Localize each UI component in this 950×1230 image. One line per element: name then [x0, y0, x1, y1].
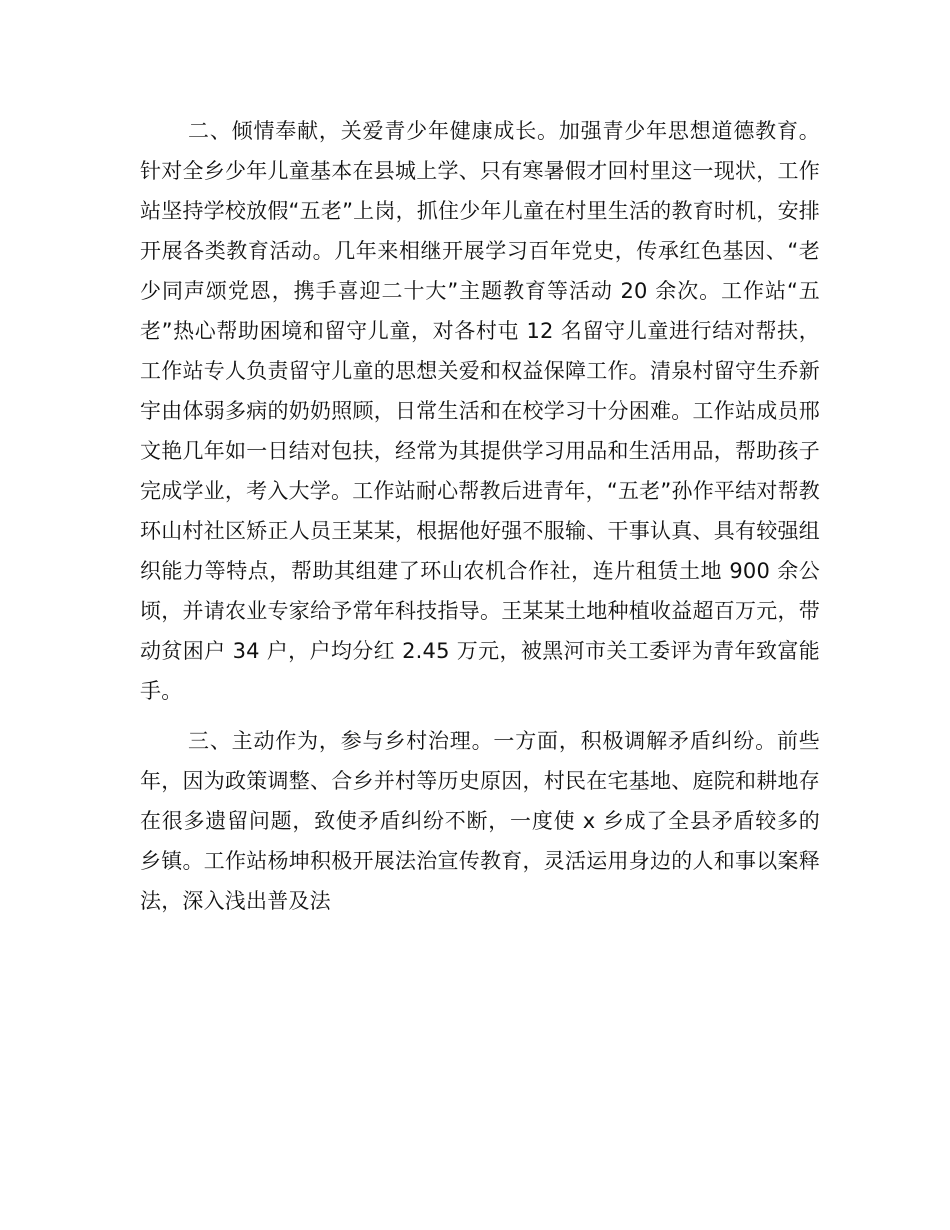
paragraph-rural-governance: 三、主动作为，参与乡村治理。一方面，积极调解矛盾纠纷。前些年，因为政策调整、合乡并村等历史原因，村民在宅基地、庭院和耕地存在很多遗留问题，致使矛盾纠纷不断，一度使 x 乡成了全县矛盾较多的乡镇。工作站杨坤积极开展法治宣传教育，灵活运用身边的人和事以案释法，深入浅出普及法 [140, 729, 820, 913]
paragraph-caring-for-youth: 二、倾情奉献，关爱青少年健康成长。加强青少年思想道德教育。针对全乡少年儿童基本在县城上学、只有寒暑假才回村里这一现状，工作站坚持学校放假“五老”上岗，抓住少年儿童在村里生活的教育时机，安排开展各类教育活动。几年来相继开展学习百年党史，传承红色基因、“老少同声颂党恩，携手喜迎二十大”主题教育等活动 20 余次。工作站“五老”热心帮助困境和留守儿童，对各村屯 12 名留守儿童进行结对帮扶，工作站专人负责留守儿童的思想关爱和权益保障工作。清泉村留守生乔新宇由体弱多病的奶奶照顾，日常生活和在校学习十分困难。工作站成员邢文艳几年如一日结对包扶，经常为其提供学习用品和生活用品，帮助孩子完成学业，考入大学。工作站耐心帮教后进青年，“五老”孙作平结对帮教环山村社区矫正人员王某某，根据他好强不服输、干事认真、具有较强组织能力等特点，帮助其组建了环山农机合作社，连片租赁土地 900 余公顷，并请农业专家给予常年科技指导。王某某土地种植收益超百万元，带动贫困户 34 户，户均分红 2.45 万元，被黑河市关工委评为青年致富能手。 [140, 119, 820, 703]
document-body [140, 111, 820, 921]
